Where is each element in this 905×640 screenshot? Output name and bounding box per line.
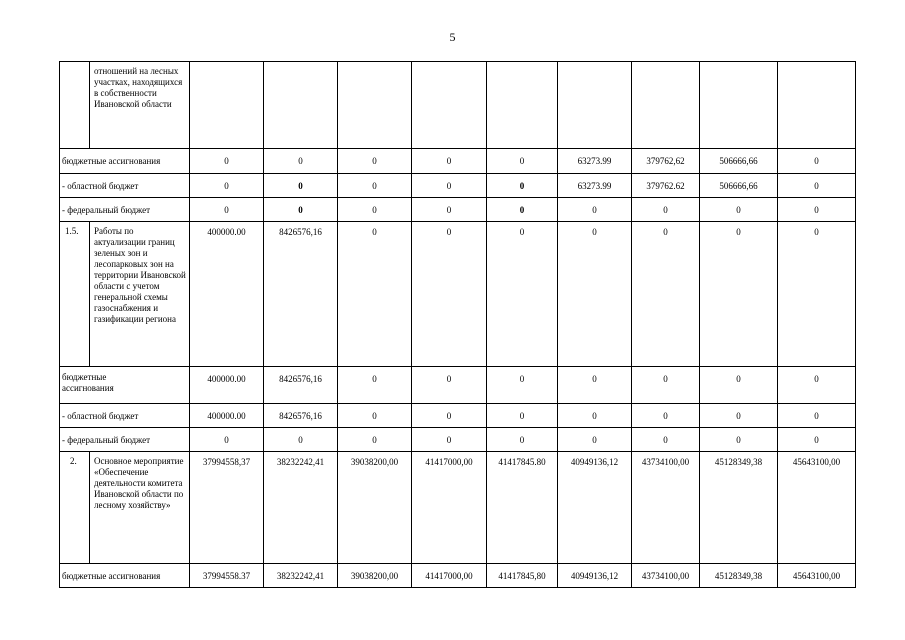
table-cell: 0 xyxy=(190,428,264,452)
table-row xyxy=(60,452,856,564)
table-cell: 0 xyxy=(632,222,700,367)
table-cell: 0 xyxy=(412,149,487,174)
table-cell: 0 xyxy=(778,367,856,404)
table-cell: 63273.99 xyxy=(558,174,632,198)
table-cell: 0 xyxy=(700,367,778,404)
table-cell: 0 xyxy=(412,367,487,404)
table-cell: 0 xyxy=(264,198,338,222)
table-cell: 0 xyxy=(558,222,632,367)
table-cell: 45128349,38 xyxy=(700,452,778,564)
table-cell: 45643100,00 xyxy=(778,564,856,588)
table-cell: 0 xyxy=(190,198,264,222)
table-row xyxy=(60,367,856,404)
row-label: бюджетные ассигнования xyxy=(60,564,190,588)
table-cell: 400000.00 xyxy=(190,404,264,428)
table-cell: 0 xyxy=(412,428,487,452)
table-cell: 41417845.80 xyxy=(487,452,558,564)
table-cell xyxy=(700,62,778,149)
table-cell: 0 xyxy=(778,222,856,367)
table-cell: 0 xyxy=(338,222,412,367)
table-cell: 0 xyxy=(558,404,632,428)
table-cell: 0 xyxy=(632,404,700,428)
row-index: 1.5. xyxy=(60,222,90,367)
table-cell: 0 xyxy=(487,222,558,367)
page-number: 5 xyxy=(449,30,456,44)
table-cell: 0 xyxy=(778,198,856,222)
table-cell: 400000.00 xyxy=(190,367,264,404)
table-cell xyxy=(487,62,558,149)
table-cell: 39038200,00 xyxy=(338,452,412,564)
table-cell: 0 xyxy=(264,174,338,198)
table-cell: 379762,62 xyxy=(632,149,700,174)
table-cell: 400000.00 xyxy=(190,222,264,367)
table-cell: 0 xyxy=(700,222,778,367)
table-cell: 40949136,12 xyxy=(558,564,632,588)
table-cell xyxy=(264,62,338,149)
table-cell: 0 xyxy=(338,428,412,452)
table-row xyxy=(60,222,856,367)
row-label: бюджетные ассигнования xyxy=(60,367,190,404)
table-cell: 0 xyxy=(338,149,412,174)
table-cell xyxy=(778,62,856,149)
table-cell: 45643100,00 xyxy=(778,452,856,564)
row-name: Работы по актуализации границ зеленых зон и лесопарковых зон на территории Ивановской области с учетом генеральной схемы газоснабжения и газификации региона xyxy=(90,222,190,367)
table-cell: 0 xyxy=(632,367,700,404)
table-cell: 0 xyxy=(700,404,778,428)
table-row xyxy=(60,198,856,222)
table-cell: 0 xyxy=(412,198,487,222)
table-cell xyxy=(338,62,412,149)
table-cell: 0 xyxy=(558,428,632,452)
table-cell: 0 xyxy=(338,198,412,222)
table-cell: 40949136,12 xyxy=(558,452,632,564)
table-row xyxy=(60,564,856,588)
table-cell: 0 xyxy=(487,149,558,174)
table-cell: 39038200,00 xyxy=(338,564,412,588)
row-label: бюджетные ассигнования xyxy=(60,149,190,174)
row-label: - областной бюджет xyxy=(60,404,190,428)
table-cell: 379762.62 xyxy=(632,174,700,198)
table-cell: 0 xyxy=(778,149,856,174)
table-cell: 0 xyxy=(412,404,487,428)
table-cell xyxy=(190,62,264,149)
table-cell: 0 xyxy=(190,149,264,174)
table-cell: 0 xyxy=(264,149,338,174)
table-cell: 8426576,16 xyxy=(264,367,338,404)
row-name: Основное мероприятие «Обеспечение деятельности комитета Ивановской области по лесному хозяйству» xyxy=(90,452,190,564)
table-cell: 0 xyxy=(412,222,487,367)
budget-table xyxy=(59,61,856,588)
row-label: - федеральный бюджет xyxy=(60,198,190,222)
table-cell: 37994558.37 xyxy=(190,564,264,588)
table-row xyxy=(60,174,856,198)
table-cell: 0 xyxy=(338,174,412,198)
row-label: - федеральный бюджет xyxy=(60,428,190,452)
table-cell: 506666,66 xyxy=(700,149,778,174)
row-index xyxy=(60,62,90,149)
table-row xyxy=(60,62,856,149)
row-index: 2. xyxy=(60,452,90,564)
table-cell: 8426576,16 xyxy=(264,222,338,367)
table-cell: 0 xyxy=(487,198,558,222)
table-row xyxy=(60,428,856,452)
table-cell: 41417845,80 xyxy=(487,564,558,588)
table-cell: 0 xyxy=(487,174,558,198)
table-cell: 38232242,41 xyxy=(264,564,338,588)
table-cell: 0 xyxy=(264,428,338,452)
table-cell: 506666,66 xyxy=(700,174,778,198)
table-cell: 0 xyxy=(778,428,856,452)
table-cell: 0 xyxy=(487,367,558,404)
table-cell: 37994558,37 xyxy=(190,452,264,564)
table-cell: 0 xyxy=(558,198,632,222)
table-cell: 0 xyxy=(632,428,700,452)
table-cell: 0 xyxy=(700,428,778,452)
table-cell: 63273.99 xyxy=(558,149,632,174)
table-cell: 0 xyxy=(778,174,856,198)
table-cell: 41417000,00 xyxy=(412,564,487,588)
table-cell xyxy=(558,62,632,149)
table-cell: 0 xyxy=(338,367,412,404)
table-cell: 0 xyxy=(778,404,856,428)
table-cell: 0 xyxy=(632,198,700,222)
table-cell: 0 xyxy=(487,428,558,452)
table-cell: 41417000,00 xyxy=(412,452,487,564)
table-row xyxy=(60,404,856,428)
table-cell: 43734100,00 xyxy=(632,452,700,564)
table-cell xyxy=(412,62,487,149)
row-name: отношений на лесных участках, находящихся в собственности Ивановской области xyxy=(90,62,190,149)
table-cell xyxy=(632,62,700,149)
table-row xyxy=(60,149,856,174)
table-cell: 8426576,16 xyxy=(264,404,338,428)
table-cell: 0 xyxy=(558,367,632,404)
table-cell: 0 xyxy=(412,174,487,198)
table-cell: 43734100,00 xyxy=(632,564,700,588)
row-label: - областной бюджет xyxy=(60,174,190,198)
table-cell: 0 xyxy=(338,404,412,428)
table-cell: 0 xyxy=(190,174,264,198)
table-cell: 38232242,41 xyxy=(264,452,338,564)
table-cell: 45128349,38 xyxy=(700,564,778,588)
table-cell: 0 xyxy=(487,404,558,428)
table-cell: 0 xyxy=(700,198,778,222)
